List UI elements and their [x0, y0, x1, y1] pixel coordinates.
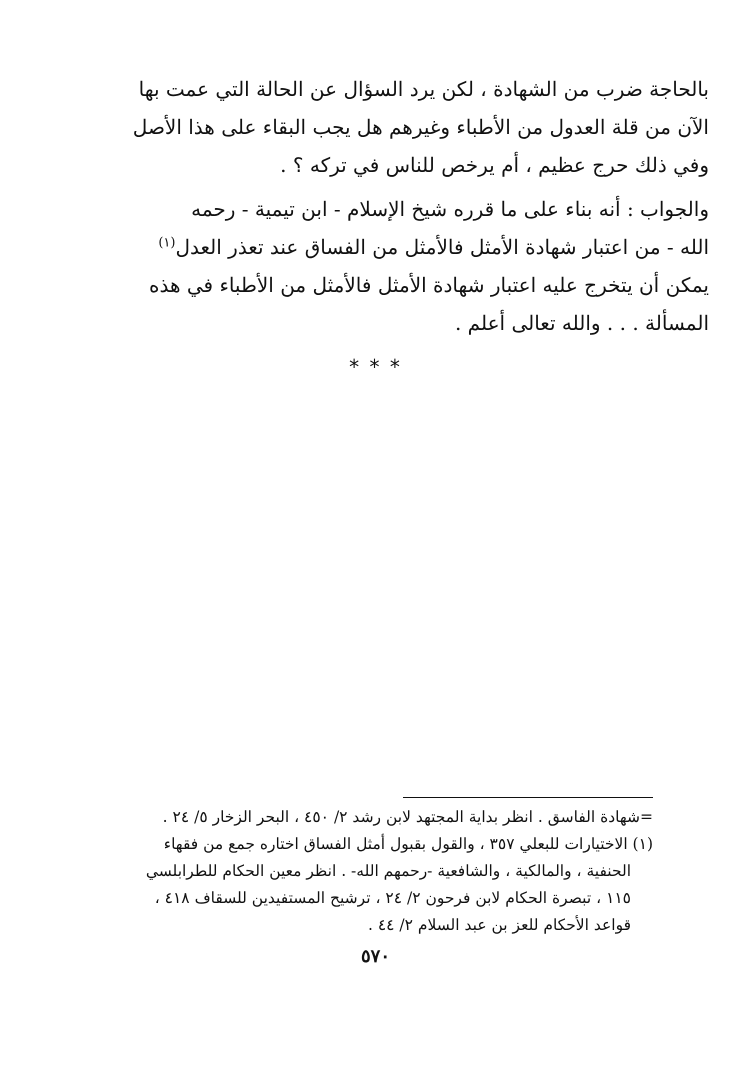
paragraph-answer: [42, 190, 709, 342]
paragraph-question: [42, 70, 709, 184]
body-line: وفي ذلك حرج عظيم ، أم يرخص للناس في تركه ؟ .: [280, 153, 709, 177]
footnote-line: ١١٥ ، تبصرة الحكام لابن فرحون ٢/ ٢٤ ، ترشيح المستفيدين للسقاف ٤١٨ ،: [154, 889, 631, 907]
body-line-text: والجواب : أنه بناء على ما قرره شيخ الإسلام - ابن تيمية - رحمه: [191, 197, 709, 221]
footnote-line: (١) الاختيارات للبعلي ٣٥٧ ، والقول بقبول أمثل الفساق اختاره جمع من فقهاء: [163, 835, 653, 853]
footnote-reference[interactable]: (١): [158, 235, 176, 251]
footnote-divider: [403, 797, 653, 798]
section-separator: * * *: [349, 355, 402, 379]
body-line: [42, 190, 709, 228]
body-line: الآن من قلة العدول من الأطباء وغيرهم هل يجب البقاء على هذا الأصل: [132, 115, 709, 139]
body-line: بالحاجة ضرب من الشهادة ، لكن يرد السؤال عن الحالة التي عمت بها: [138, 77, 709, 101]
footnote-line: قواعد الأحكام للعز بن عبد السلام ٢/ ٤٤ .: [367, 916, 631, 934]
footnote-line: الحنفية ، والمالكية ، والشافعية -رحمهم الله- . انظر معين الحكام للطرابلسي: [145, 862, 631, 880]
page-number: ٥٧٠: [360, 946, 390, 967]
footnote-line: =شهادة الفاسق . انظر بداية المجتهد لابن رشد ٢/ ٤٥٠ ، البحر الزخار ٥/ ٢٤ .: [162, 808, 653, 826]
body-line: يمكن أن يتخرج عليه اعتبار شهادة الأمثل فالأمثل من الأطباء في هذه: [148, 273, 709, 297]
body-line-text: الله - من اعتبار شهادة الأمثل فالأمثل من الفساق عند تعذر العدل: [175, 235, 709, 259]
body-line: المسألة . . . والله تعالى أعلم .: [454, 311, 709, 335]
footnotes: [38, 804, 653, 939]
body-line: [42, 228, 709, 266]
